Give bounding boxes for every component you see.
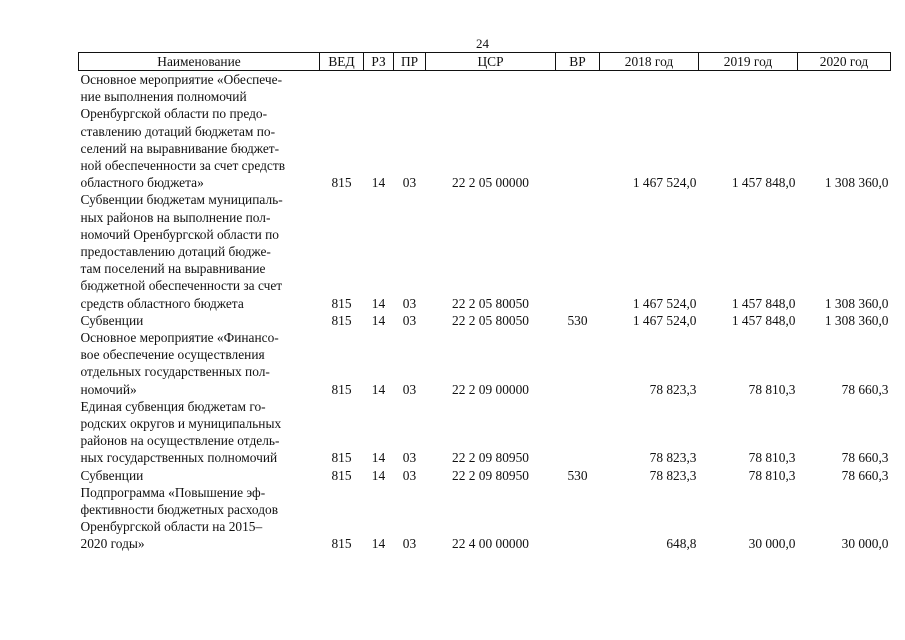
cell-csr: 22 2 09 80950 xyxy=(452,467,529,483)
cell-2020: 1 308 360,0 xyxy=(824,295,889,311)
header-csr: ЦСР xyxy=(426,53,556,71)
cell-2018: 1 467 524,0 xyxy=(632,312,697,328)
table-row xyxy=(79,398,891,467)
cell-2020: 1 308 360,0 xyxy=(824,175,889,191)
cell-ved: 815 xyxy=(331,450,352,466)
cell-rz: 14 xyxy=(371,312,386,328)
cell-2020: 78 660,3 xyxy=(841,381,889,397)
cell-vr xyxy=(556,398,600,467)
table-row xyxy=(79,329,891,398)
cell-2019: 78 810,3 xyxy=(748,467,796,483)
page-number: 24 xyxy=(476,36,489,51)
cell-2019: 1 457 848,0 xyxy=(731,175,796,191)
cell-pr: 03 xyxy=(402,381,417,397)
cell-pr: 03 xyxy=(402,450,417,466)
cell-2019: 78 810,3 xyxy=(748,381,796,397)
cell-name: Подпрограмма «Повышение эф- фективности бюджетных расходов Оренбургской области на 2015– 2020 годы» xyxy=(80,484,279,552)
cell-csr: 22 4 00 00000 xyxy=(452,536,529,552)
cell-name: Основное мероприятие «Финансо- вое обеспечение осуществления отдельных государственных пол- номочий» xyxy=(80,330,279,397)
table-row xyxy=(79,191,891,311)
cell-name: Субвенции xyxy=(80,467,144,483)
cell-2020: 30 000,0 xyxy=(841,536,889,552)
cell-vr: 530 xyxy=(567,312,588,328)
cell-rz: 14 xyxy=(371,175,386,191)
cell-csr: 22 2 09 80950 xyxy=(452,450,529,466)
cell-2018: 78 823,3 xyxy=(649,450,697,466)
cell-csr: 22 2 05 00000 xyxy=(452,175,529,191)
cell-pr: 03 xyxy=(402,467,417,483)
cell-2019: 30 000,0 xyxy=(748,536,796,552)
cell-csr: 22 2 09 00000 xyxy=(452,381,529,397)
cell-name: Единая субвенция бюджетам го- родских округов и муниципальных районов на осуществление отдель- ных государственных полномочий xyxy=(80,398,282,466)
cell-2019: 1 457 848,0 xyxy=(731,295,796,311)
cell-ved: 815 xyxy=(331,467,352,483)
header-2018: 2018 год xyxy=(600,53,699,71)
table-row xyxy=(79,312,891,329)
cell-name: Субвенции xyxy=(80,312,144,328)
cell-rz: 14 xyxy=(371,381,386,397)
cell-ved: 815 xyxy=(331,312,352,328)
cell-2018: 78 823,3 xyxy=(649,381,697,397)
header-2019: 2019 год xyxy=(699,53,798,71)
cell-rz: 14 xyxy=(371,467,386,483)
header-rz: РЗ xyxy=(364,53,394,71)
cell-vr xyxy=(556,191,600,311)
cell-rz: 14 xyxy=(371,450,386,466)
cell-vr xyxy=(556,329,600,398)
cell-ved: 815 xyxy=(331,381,352,397)
header-pr: ПР xyxy=(394,53,426,71)
cell-2020: 1 308 360,0 xyxy=(824,312,889,328)
cell-2018: 648,8 xyxy=(666,536,697,552)
cell-pr: 03 xyxy=(402,295,417,311)
cell-2018: 78 823,3 xyxy=(649,467,697,483)
cell-2020: 78 660,3 xyxy=(841,450,889,466)
table-row xyxy=(79,484,891,553)
cell-ved: 815 xyxy=(331,536,352,552)
cell-name: Основное мероприятие «Обеспече- ние выполнения полномочий Оренбургской области по предо- ставлению дотаций бюджетам по- селений на выравнивание бюджет- ной обеспеченности за счет средств областного бюджета» xyxy=(80,72,286,191)
cell-2020: 78 660,3 xyxy=(841,467,889,483)
table-row xyxy=(79,71,891,192)
header-2020: 2020 год xyxy=(798,53,891,71)
table-row xyxy=(79,467,891,484)
cell-vr: 530 xyxy=(567,467,588,483)
cell-rz: 14 xyxy=(371,295,386,311)
cell-2018: 1 467 524,0 xyxy=(632,175,697,191)
cell-csr: 22 2 05 80050 xyxy=(452,295,529,311)
cell-vr xyxy=(556,484,600,553)
table-header-row xyxy=(79,53,891,71)
table-body xyxy=(79,71,891,553)
cell-2019: 1 457 848,0 xyxy=(731,312,796,328)
cell-pr: 03 xyxy=(402,536,417,552)
cell-pr: 03 xyxy=(402,312,417,328)
header-name: Наименование xyxy=(79,53,320,71)
cell-rz: 14 xyxy=(371,536,386,552)
cell-name: Субвенции бюджетам муниципаль- ных районов на выполнение пол- номочий Оренбургской области по предоставлению дотаций бюдже- там поселений на выравнивание бюджетной обеспеченности за счет средств областного бюджета xyxy=(80,192,283,311)
cell-pr: 03 xyxy=(402,175,417,191)
header-vr: ВР xyxy=(556,53,600,71)
cell-csr: 22 2 05 80050 xyxy=(452,312,529,328)
cell-2019: 78 810,3 xyxy=(748,450,796,466)
header-ved: ВЕД xyxy=(320,53,364,71)
budget-table xyxy=(78,52,891,553)
cell-ved: 815 xyxy=(331,295,352,311)
cell-vr xyxy=(556,71,600,192)
cell-ved: 815 xyxy=(331,175,352,191)
cell-2018: 1 467 524,0 xyxy=(632,295,697,311)
